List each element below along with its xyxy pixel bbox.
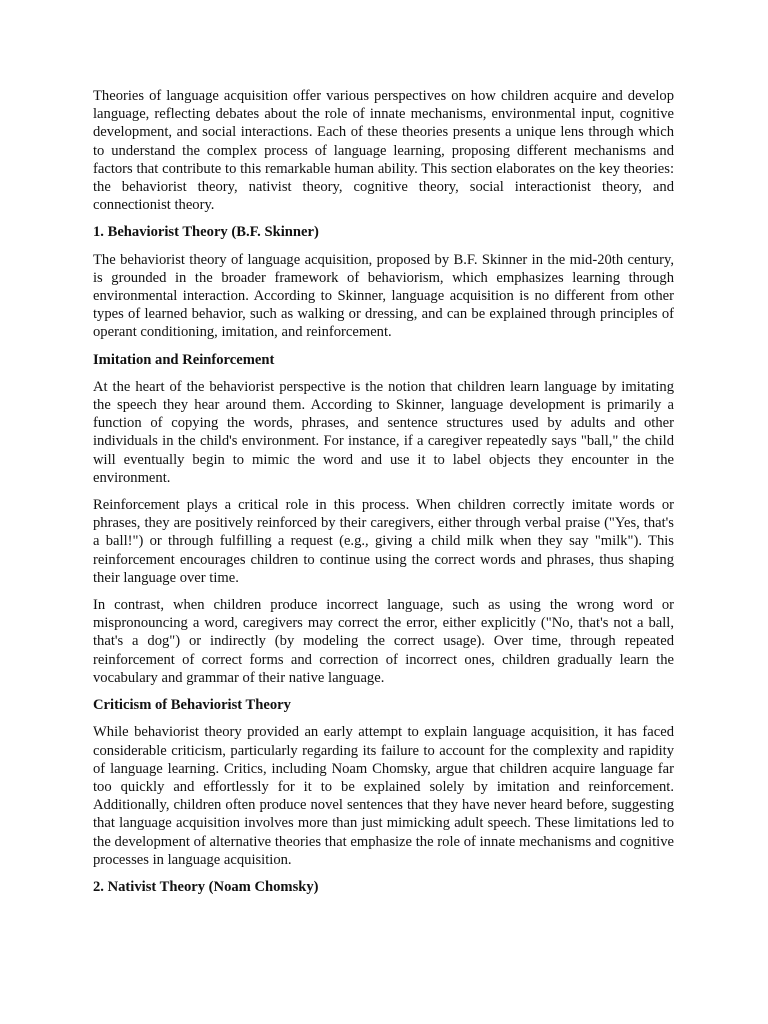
behaviorist-paragraph: The behaviorist theory of language acquisition, proposed by B.F. Skinner in the mid-20th century, is grounded in the broader framework of behaviorism, which emphasizes learning through environmental interaction. According to Skinner, language acquisition is no different from other types of learned behavior, such as walking or dressing, and can be explained through principles of operant conditioning, imitation, and reinforcement. bbox=[93, 251, 674, 341]
intro-paragraph: Theories of language acquisition offer various perspectives on how children acquire and develop language, reflecting debates about the role of innate mechanisms, environmental input, cognitive development, and social interactions. Each of these theories presents a unique lens through which to understand the complex process of language learning, proposing different mechanisms and factors that contribute to this remarkable human ability. This section elaborates on the key theories: the behaviorist theory, nativist theory, cognitive theory, social interactionist theory, and connectionist theory. bbox=[93, 88, 674, 214]
criticism-paragraph: While behaviorist theory provided an early attempt to explain language acquisition, it has faced considerable criticism, particularly regarding its failure to account for the complexity and rapidity of language learning. Critics, including Noam Chomsky, argue that children acquire language far too quickly and effortlessly for it to be explained solely by imitation and reinforcement. Additionally, children often produce novel sentences that they have never heard before, suggesting that language acquisition involves more than just mimicking adult speech. These limitations led to the development of alternative theories that emphasize the role of innate mechanisms and cognitive processes in language acquisition. bbox=[93, 724, 674, 868]
section-heading-behaviorist: 1. Behaviorist Theory (B.F. Skinner) bbox=[93, 224, 319, 241]
subheading-criticism: Criticism of Behaviorist Theory bbox=[93, 697, 291, 714]
subheading-imitation-reinforcement: Imitation and Reinforcement bbox=[93, 351, 275, 368]
correction-paragraph: In contrast, when children produce incorrect language, such as using the wrong word or mispronouncing a word, caregivers may correct the error, either explicitly ("No, that's not a ball, that's a dog") or indirectly (by modeling the correct usage). Over time, through repeated reinforcement of correct forms and correction of incorrect ones, children gradually learn the vocabulary and grammar of their native language. bbox=[93, 597, 674, 686]
document-page bbox=[93, 87, 674, 905]
reinforcement-paragraph: Reinforcement plays a critical role in this process. When children correctly imitate words or phrases, they are positively reinforced by their caregivers, either through verbal praise ("Yes, that's a ball!") or through fulfilling a request (e.g., giving a child milk when they say "milk"). This reinforcement encourages children to continue using the correct words and phrases, thus shaping their language over time. bbox=[93, 497, 674, 586]
section-heading-nativist: 2. Nativist Theory (Noam Chomsky) bbox=[93, 878, 319, 895]
imitation-paragraph: At the heart of the behaviorist perspective is the notion that children learn language by imitating the speech they hear around them. According to Skinner, language development is primarily a function of copying the words, phrases, and sentence structures used by adults and other individuals in the child's environment. For instance, if a caregiver repeatedly says "ball," the child will eventually begin to mimic the word and use it to label objects they encounter in the environment. bbox=[93, 378, 674, 486]
